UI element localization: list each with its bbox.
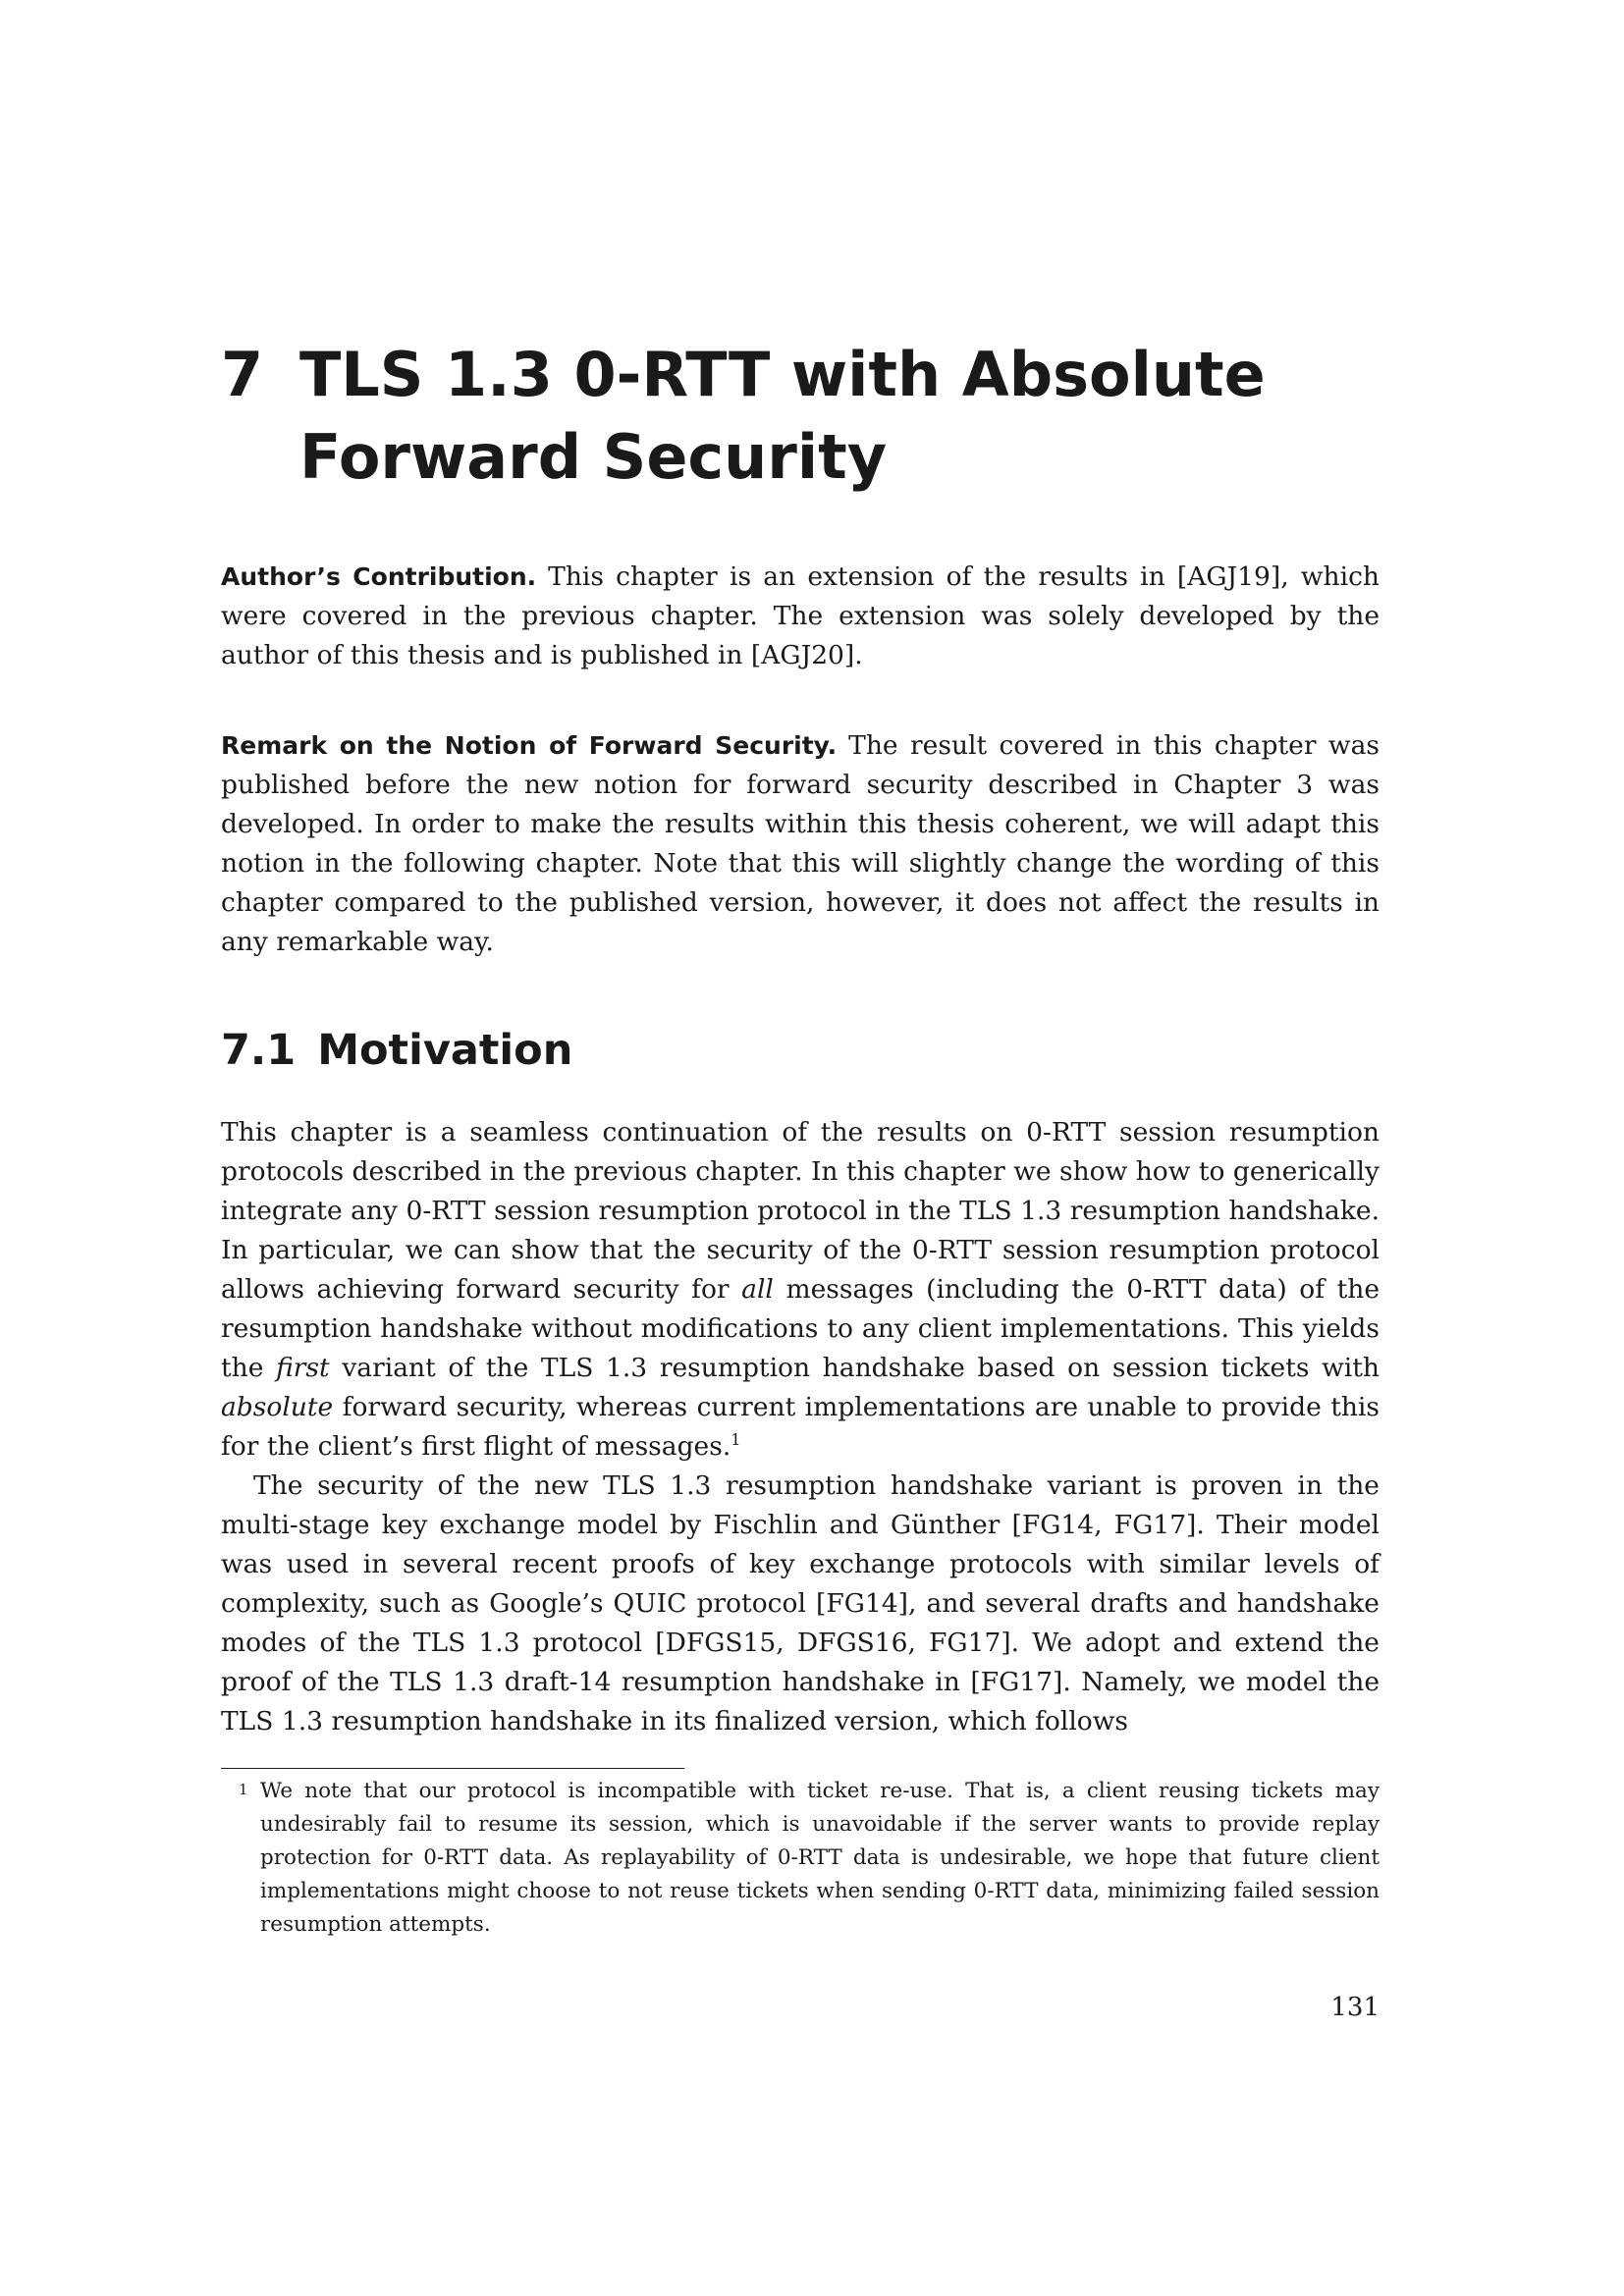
authors-contribution-text: This chapter is an extension of the results in [AGJ19], which were covered in the previous chapter. The extension was solely developed by the author of this thesis and is published in [AGJ20]. — [221, 561, 1380, 670]
p1-emphasis-first: first — [276, 1353, 330, 1383]
p1-part2: messages (including the 0-RTT data) of the resumption handshake without modifications to any client implementations. This yields the — [221, 1274, 1380, 1383]
motivation-paragraph-1 — [221, 1113, 1380, 1467]
footnote-reference[interactable]: 1 — [731, 1430, 741, 1450]
chapter-number: 7 — [221, 339, 264, 410]
p1-emphasis-absolute: absolute — [221, 1392, 334, 1422]
authors-contribution-heading: Author’s Contribution. — [221, 562, 537, 591]
p1-part4: forward security, whereas current implementations are unable to provide this for the client’s first flight of messages. — [221, 1392, 1380, 1462]
footnote-mark: 1 — [239, 1781, 248, 1798]
authors-contribution-paragraph — [221, 558, 1380, 675]
remark-paragraph — [221, 726, 1380, 962]
section-number: 7.1 — [221, 1026, 297, 1075]
p1-emphasis-all: all — [741, 1274, 774, 1305]
motivation-paragraph-2: The security of the new TLS 1.3 resumption handshake variant is proven in the multi-stage key exchange model by Fischlin and Günther [FG14, FG17]. Their model was used in several recent proofs of key exchange protocols with similar levels of complexity, such as Google’s QUIC protocol [FG14], and several drafts and handshake modes of the TLS 1.3 protocol [DFGS15, DFGS16, FG17]. We adopt and extend the proof of the TLS 1.3 draft-14 resumption handshake in [FG17]. Namely, we model the TLS 1.3 resumption handshake in its finalized version, which follows — [221, 1470, 1380, 1736]
p1-part1: This chapter is a seamless continuation of the results on 0-RTT session resumption protocols described in the previous chapter. In this chapter we show how to generically integrate any 0-RTT session resumption protocol in the TLS 1.3 resumption handshake. In particular, we can show that the security of the 0-RTT session resumption protocol allows achieving forward security for — [221, 1117, 1380, 1305]
p1-part3: variant of the TLS 1.3 resumption handshake based on session tickets with — [329, 1353, 1380, 1383]
chapter-title-text: TLS 1.3 0-RTT with Absolute Forward Security — [299, 339, 1266, 493]
remark-heading: Remark on the Notion of Forward Security. — [221, 731, 838, 760]
chapter-title — [221, 334, 1380, 499]
footnote-text: We note that our protocol is incompatible with ticket re-use. That is, a client reusing tickets may undesirably fail to resume its session, which is unavoidable if the server wants to provide replay protection for 0-RTT data. As replayability of 0-RTT data is undesirable, we hope that future client implementations might choose to not reuse tickets when sending 0-RTT data, minimizing failed session resumption attempts. — [260, 1779, 1380, 1937]
section-title — [221, 1021, 572, 1080]
page-number: 131 — [1330, 1993, 1380, 2022]
footnote — [221, 1775, 1380, 1942]
footnote-divider — [221, 1768, 684, 1769]
section-title-text: Motivation — [317, 1026, 573, 1075]
remark-text: The result covered in this chapter was published before the new notion for forward security described in Chapter 3 was developed. In order to make the results within this thesis coherent, we will adapt this notion in the following chapter. Note that this will slightly change the wording of this chapter compared to the published version, however, it does not affect the results in any remarkable way. — [221, 730, 1380, 957]
